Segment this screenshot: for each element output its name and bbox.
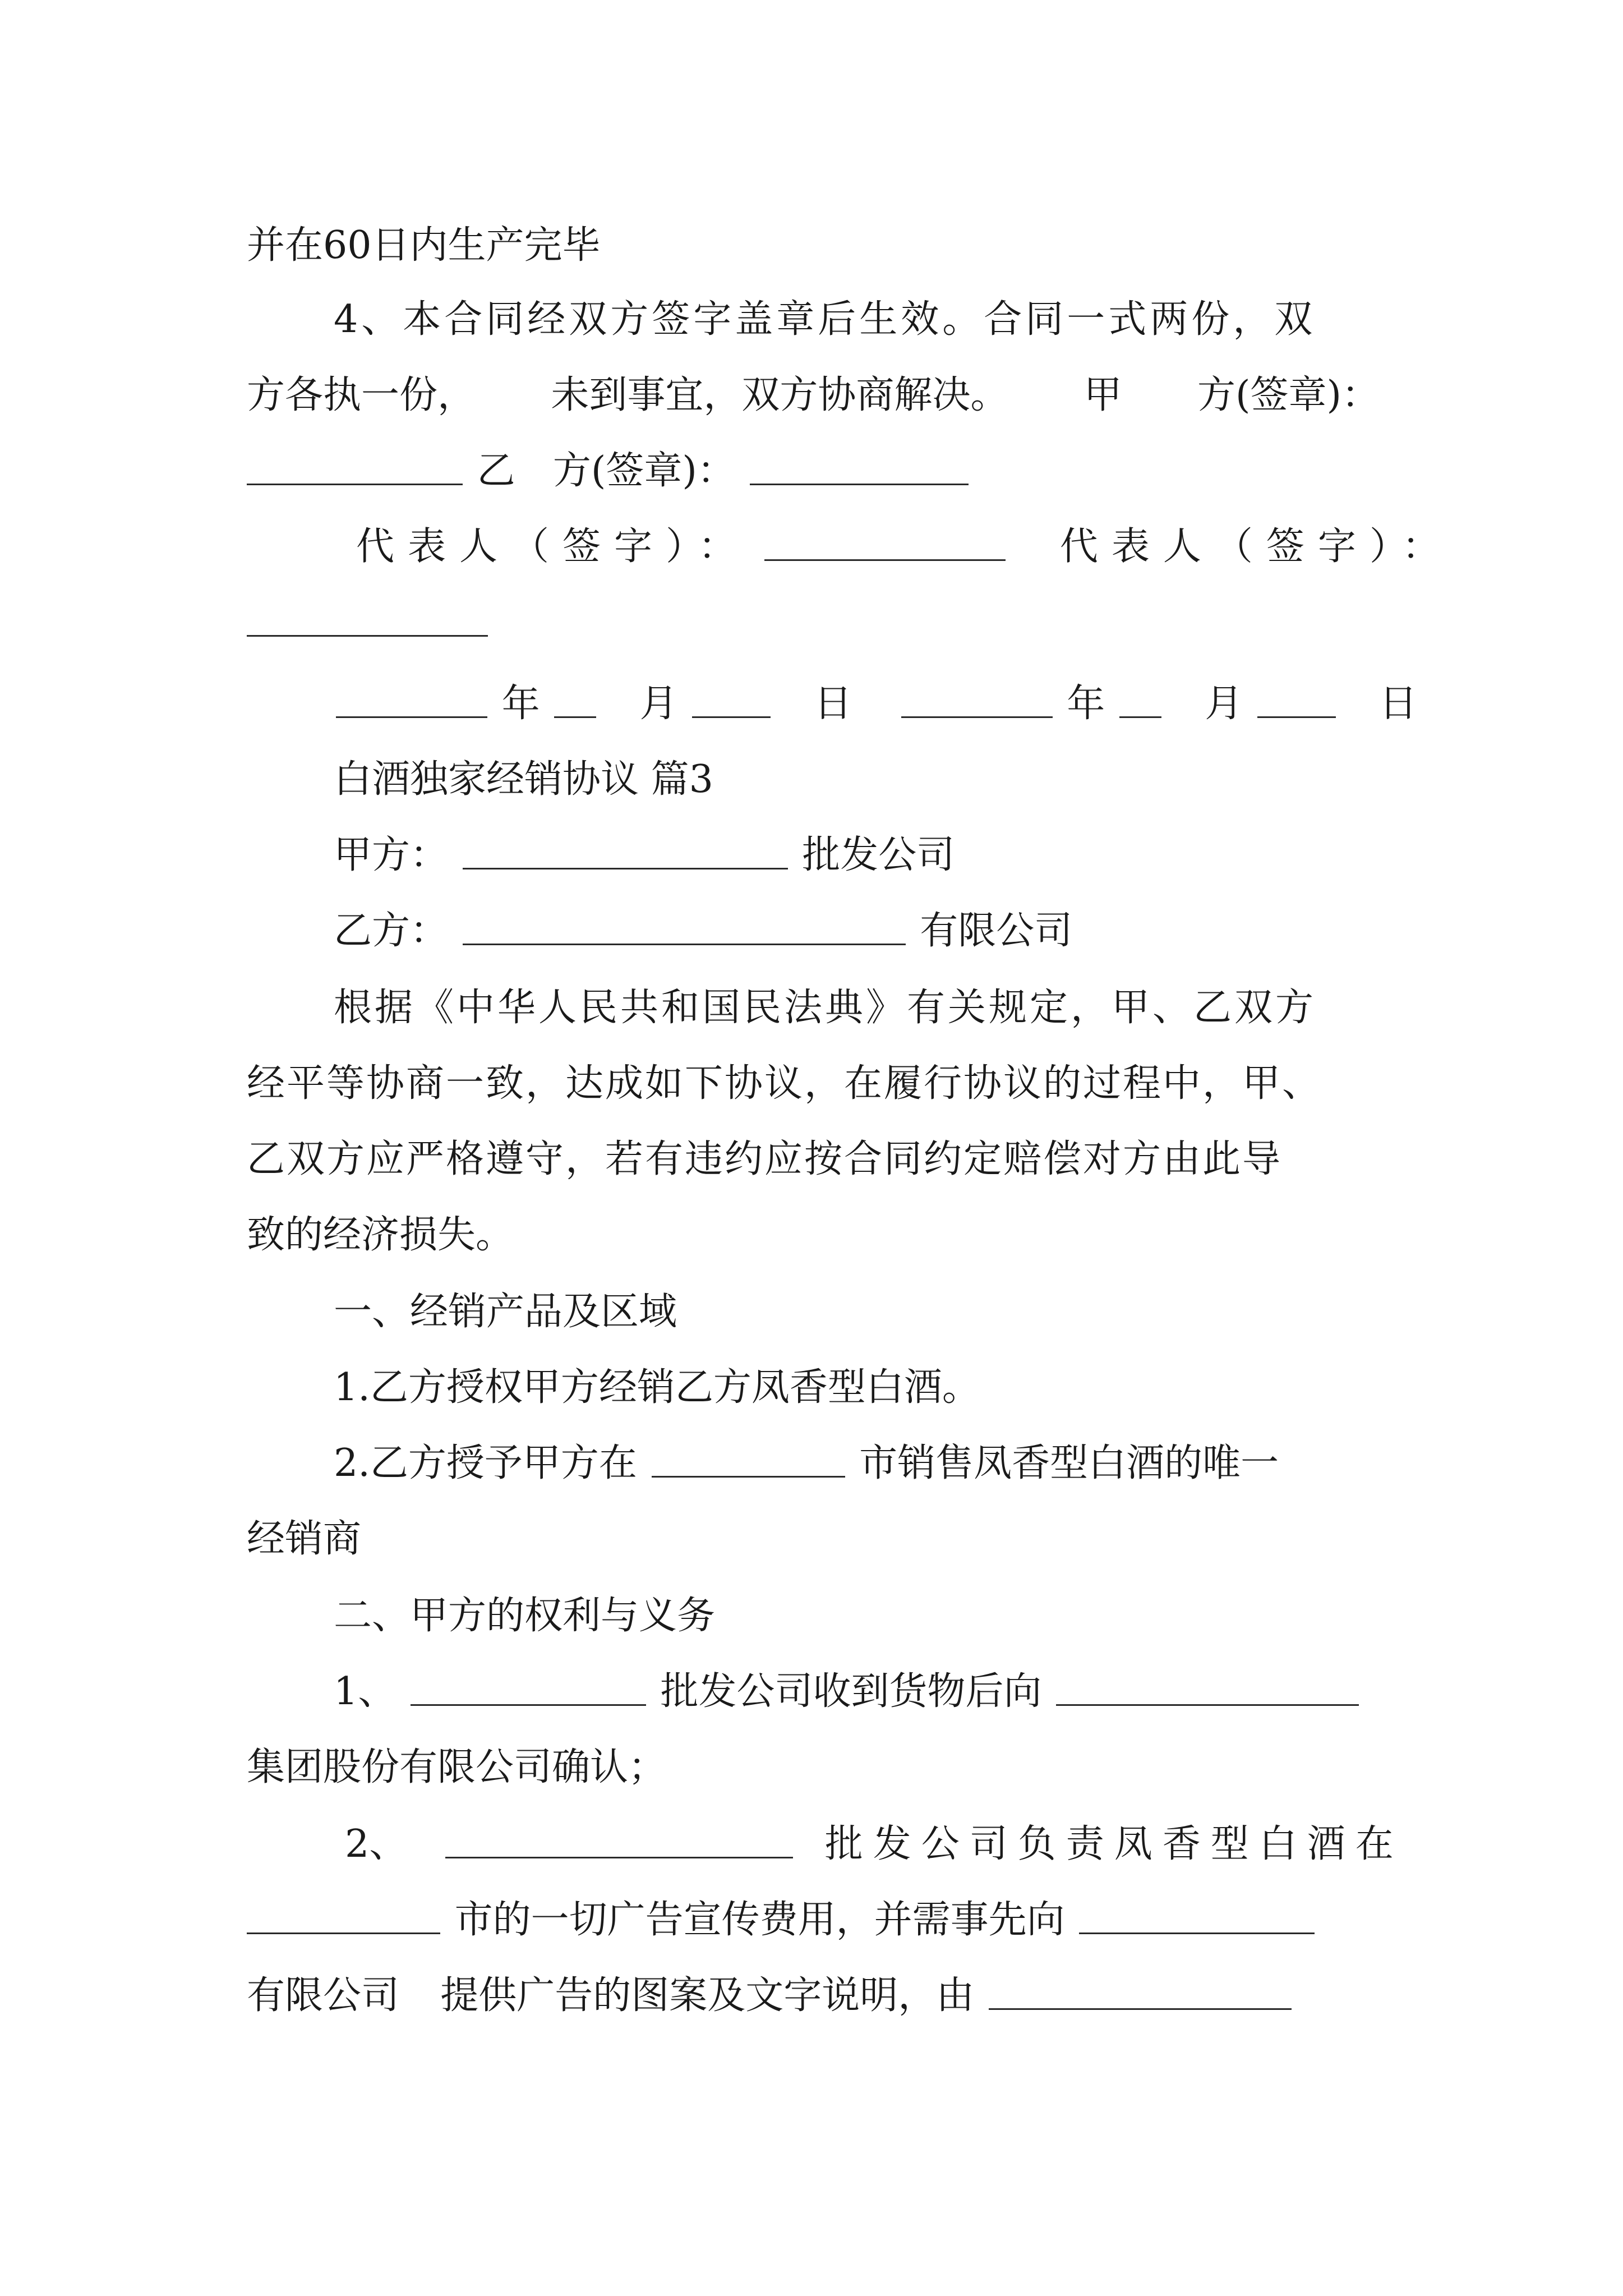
paragraph-text: 经平等协商一致，达成如下协议，在履行协议的过程中，甲、 — [247, 1061, 1322, 1106]
blank-field — [652, 1438, 845, 1478]
signature-label: 方(签章)： — [1197, 373, 1380, 417]
day-label: 日 — [1379, 682, 1418, 726]
blank-field — [1079, 1894, 1315, 1934]
paragraph-text: 有限公司 — [247, 1973, 400, 2018]
heading-text: 二、甲方的权利与义务 — [334, 1594, 716, 1638]
year-label: 年 — [1067, 682, 1105, 726]
text-line — [247, 1881, 1380, 1959]
blank-field — [750, 445, 969, 485]
paragraph-text: 1.乙方授权甲方经销乙方凤香型白酒。 — [334, 1365, 980, 1410]
section-heading — [334, 1577, 1380, 1655]
paragraph-text: 提供广告的图案及文字说明，由 — [440, 1973, 975, 2018]
paragraph-text: 市销售凤香型白酒的唯一 — [859, 1441, 1279, 1485]
text-line — [247, 356, 1380, 435]
blank-field — [764, 521, 1006, 561]
paragraph-text: 2.乙方授予甲方在 — [334, 1441, 637, 1485]
party-a-label: 甲 — [1083, 373, 1122, 417]
year-label: 年 — [501, 682, 540, 726]
text-line — [334, 816, 1380, 895]
blank-field — [901, 678, 1053, 718]
blank-field — [989, 1970, 1292, 2010]
section-title — [334, 740, 1380, 819]
day-label: 日 — [814, 682, 852, 726]
paragraph-text: 未到事宜，双方协商解决。 — [551, 373, 1009, 417]
paragraph-text: 乙双方应严格遵守，若有违约应按合同约定赔偿对方由此导 — [247, 1137, 1283, 1181]
text-line — [247, 1500, 1380, 1579]
representative-label: 代表人（签字）： — [356, 524, 750, 569]
blank-field — [247, 1894, 440, 1934]
text-line — [334, 892, 1380, 970]
blank-field — [411, 1666, 646, 1706]
text-line — [247, 1120, 1380, 1199]
blank-field — [554, 678, 596, 718]
blank-field — [1119, 678, 1161, 718]
text-line — [334, 969, 1380, 1047]
paragraph-text: 4、本合同经双方签字盖章后生效。合同一式两份，双 — [334, 297, 1316, 342]
party-b-label: 乙方： — [334, 909, 449, 953]
blank-field — [692, 678, 771, 718]
blank-field — [463, 905, 906, 945]
paragraph-text: 经销商 — [247, 1517, 362, 1561]
text-line — [334, 1424, 1380, 1503]
blank-field — [1257, 678, 1336, 718]
text-line — [247, 1045, 1380, 1123]
text-line — [247, 1957, 1380, 2035]
month-label: 月 — [1205, 682, 1243, 726]
paragraph-text: 致的经济损失。 — [247, 1213, 514, 1257]
blank-field — [463, 830, 788, 869]
company-suffix: 有限公司 — [920, 909, 1073, 953]
list-number: 1、 — [334, 1669, 396, 1714]
paragraph-text: 方各执一份， — [247, 373, 476, 417]
signature-label: 方(签章)： — [552, 449, 735, 493]
text-line — [247, 1196, 1380, 1274]
paragraph-text: 市的一切广告宣传费用，并需事先向 — [454, 1898, 1065, 1942]
party-b-label: 乙 — [477, 449, 515, 493]
paragraph-text: 集团股份有限公司确认； — [247, 1745, 667, 1789]
text-line — [345, 1805, 1404, 1884]
month-label: 月 — [639, 682, 678, 726]
blank-field — [247, 445, 463, 485]
blank-field — [1056, 1666, 1359, 1706]
text-line — [334, 1349, 1380, 1427]
blank-field — [336, 678, 487, 718]
company-suffix: 批发公司 — [802, 833, 955, 877]
text-line — [247, 583, 1380, 662]
text-line — [247, 1728, 1380, 1807]
section-heading — [334, 1273, 1380, 1351]
list-number: 2、 — [345, 1822, 408, 1866]
text-line — [247, 432, 1380, 510]
date-line — [334, 665, 1418, 743]
party-a-label: 甲方： — [334, 833, 449, 877]
heading-text: 一、经销产品及区域 — [334, 1290, 677, 1334]
representative-label: 代表人（签字）： — [1059, 524, 1454, 569]
document-title: 白酒独家经销协议 篇3 — [334, 757, 713, 802]
text-line — [356, 508, 1454, 586]
text-line — [334, 1653, 1380, 1731]
paragraph-text: 批发公司负责凤香型白酒在 — [824, 1822, 1404, 1866]
text-line — [247, 206, 1380, 285]
blank-field — [445, 1819, 793, 1858]
blank-field — [247, 597, 488, 637]
paragraph-text: 并在60日内生产完毕 — [247, 223, 601, 268]
text-line — [334, 280, 1380, 359]
paragraph-text: 批发公司收到货物后向 — [660, 1669, 1042, 1714]
paragraph-text: 根据《中华人民共和国民法典》有关规定，甲、乙双方 — [334, 986, 1317, 1030]
